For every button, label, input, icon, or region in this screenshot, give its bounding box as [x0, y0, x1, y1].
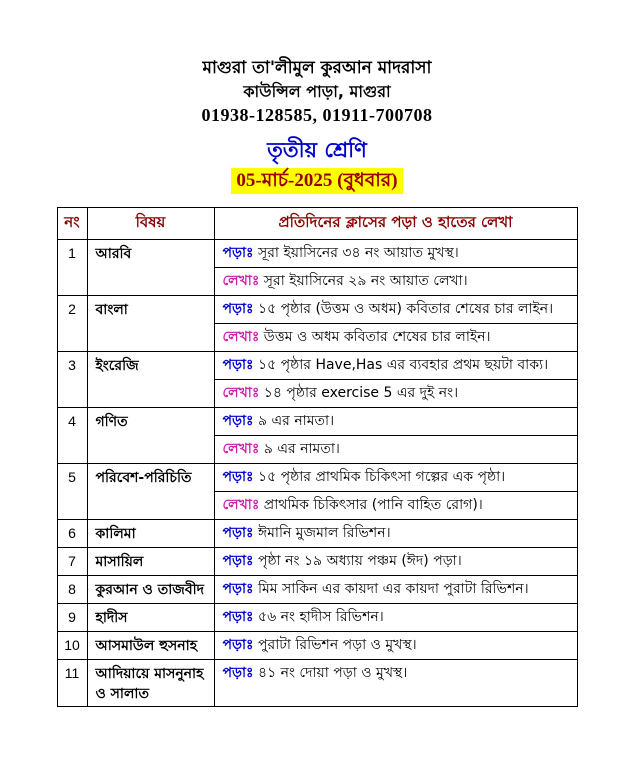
phone-numbers: 01938-128585, 01911-700708	[201, 105, 433, 125]
read-label: পড়াঃ	[222, 665, 254, 681]
read-task-cell	[214, 240, 577, 268]
write-task-text: ১৪ পৃষ্ঠার exercise 5 এর দুই নং।	[263, 385, 459, 401]
subject-cell: আরবি	[87, 240, 214, 296]
write-task-cell	[214, 324, 577, 352]
row-number-cell: 10	[57, 632, 87, 660]
read-task-cell	[214, 296, 577, 324]
read-task-text: পুরাটা রিভিশন পড়া ও মুখস্থ।	[257, 637, 417, 653]
table-row	[57, 548, 577, 576]
read-label: পড়াঃ	[222, 609, 254, 625]
table-row	[57, 296, 577, 324]
read-label: পড়াঃ	[222, 357, 254, 373]
read-label: পড়াঃ	[222, 553, 254, 569]
row-number-cell: 1	[57, 240, 87, 296]
date-banner-wrap	[0, 168, 634, 194]
write-task-text: ৯ এর নামতা।	[263, 441, 340, 457]
table-row	[57, 660, 577, 707]
read-task-text: মিম সাকিন এর কায়দা এর কায়দা পুরাটা রিভিশন।	[257, 581, 529, 597]
write-task-text: সূরা ইয়াসিনের ২৯ নং আয়াত লেখা।	[263, 273, 468, 289]
write-label: লেখাঃ	[222, 329, 260, 345]
row-number-cell: 8	[57, 576, 87, 604]
row-number-cell: 4	[57, 408, 87, 464]
header-task: প্রতিদিনের ক্লাসের পড়া ও হাতের লেখা	[214, 208, 577, 240]
read-task-text: ঈমানি মুজমাল রিভিশন।	[257, 525, 391, 541]
table-row	[57, 408, 577, 436]
write-label: লেখাঃ	[222, 273, 260, 289]
madrasa-address: কাউন্সিল পাড়া, মাগুরা	[243, 82, 391, 101]
lesson-table	[57, 207, 578, 707]
read-label: পড়াঃ	[222, 413, 254, 429]
read-label: পড়াঃ	[222, 469, 254, 485]
read-task-text: ১৫ পৃষ্ঠার (উত্তম ও অধম) কবিতার শেষের চার লাইন।	[257, 301, 554, 317]
date-banner: 05-মার্চ-2025 (বুধবার)	[231, 168, 402, 194]
read-task-cell	[214, 464, 577, 492]
subject-cell: পরিবেশ-পরিচিতি	[87, 464, 214, 520]
write-label: লেখাঃ	[222, 441, 260, 457]
read-task-text: ৫৬ নং হাদীস রিভিশন।	[257, 609, 384, 625]
read-task-cell	[214, 632, 577, 660]
subject-cell: আদিয়ায়ে মাসনুনাহ ও সালাত	[87, 660, 214, 707]
header-no: নং	[57, 208, 87, 240]
write-task-cell	[214, 436, 577, 464]
table-row	[57, 576, 577, 604]
subject-cell: ইংরেজি	[87, 352, 214, 408]
table-row	[57, 240, 577, 268]
read-task-cell	[214, 408, 577, 436]
header-subject: বিষয়	[87, 208, 214, 240]
row-number-cell: 2	[57, 296, 87, 352]
subject-cell: বাংলা	[87, 296, 214, 352]
subject-cell: কালিমা	[87, 520, 214, 548]
table-row	[57, 604, 577, 632]
write-task-text: প্রাথমিক চিকিৎসার (পানি বাহিত রোগ)।	[263, 497, 483, 513]
read-label: পড়াঃ	[222, 581, 254, 597]
table-header-row	[57, 208, 577, 240]
row-number-cell: 9	[57, 604, 87, 632]
row-number-cell: 5	[57, 464, 87, 520]
subject-cell: গণিত	[87, 408, 214, 464]
table-row	[57, 352, 577, 380]
write-label: লেখাঃ	[222, 385, 260, 401]
read-task-text: ১৫ পৃষ্ঠার প্রাথমিক চিকিৎসা গল্পের এক পৃষ্ঠা।	[257, 469, 506, 485]
row-number-cell: 3	[57, 352, 87, 408]
subject-cell: কুরআন ও তাজবীদ	[87, 576, 214, 604]
read-task-text: ১৫ পৃষ্ঠার Have,Has এর ব্যবহার প্রথম ছয়টা বাক্য।	[257, 357, 549, 373]
read-label: পড়াঃ	[222, 245, 254, 261]
madrasa-name: মাগুরা তা'লীমুল কুরআন মাদরাসা	[202, 58, 432, 78]
subject-cell: মাসায়িল	[87, 548, 214, 576]
table-row	[57, 632, 577, 660]
table-row	[57, 520, 577, 548]
read-task-text: পৃষ্ঠা নং ১৯ অধ্যায় পঞ্চম (ঈদ) পড়া।	[257, 553, 462, 569]
read-task-text: ৯ এর নামতা।	[257, 413, 335, 429]
read-task-cell	[214, 604, 577, 632]
row-number-cell: 6	[57, 520, 87, 548]
read-task-cell	[214, 660, 577, 707]
write-task-cell	[214, 380, 577, 408]
class-name: তৃতীয় শ্রেণি	[267, 138, 367, 162]
read-task-cell	[214, 548, 577, 576]
read-task-cell	[214, 520, 577, 548]
table-row	[57, 464, 577, 492]
read-label: পড়াঃ	[222, 525, 254, 541]
write-task-cell	[214, 492, 577, 520]
read-task-text: ৪১ নং দোয়া পড়া ও মুখস্থ।	[257, 665, 408, 681]
read-task-cell	[214, 576, 577, 604]
read-task-cell	[214, 352, 577, 380]
read-label: পড়াঃ	[222, 301, 254, 317]
write-label: লেখাঃ	[222, 497, 260, 513]
write-task-cell	[214, 268, 577, 296]
read-task-text: সূরা ইয়াসিনের ৩৪ নং আয়াত মুখস্থ।	[257, 245, 459, 261]
row-number-cell: 11	[57, 660, 87, 707]
row-number-cell: 7	[57, 548, 87, 576]
subject-cell: হাদীস	[87, 604, 214, 632]
read-label: পড়াঃ	[222, 637, 254, 653]
write-task-text: উত্তম ও অধম কবিতার শেষের চার লাইন।	[263, 329, 491, 345]
subject-cell: আসমাউল হুসনাহ	[87, 632, 214, 660]
